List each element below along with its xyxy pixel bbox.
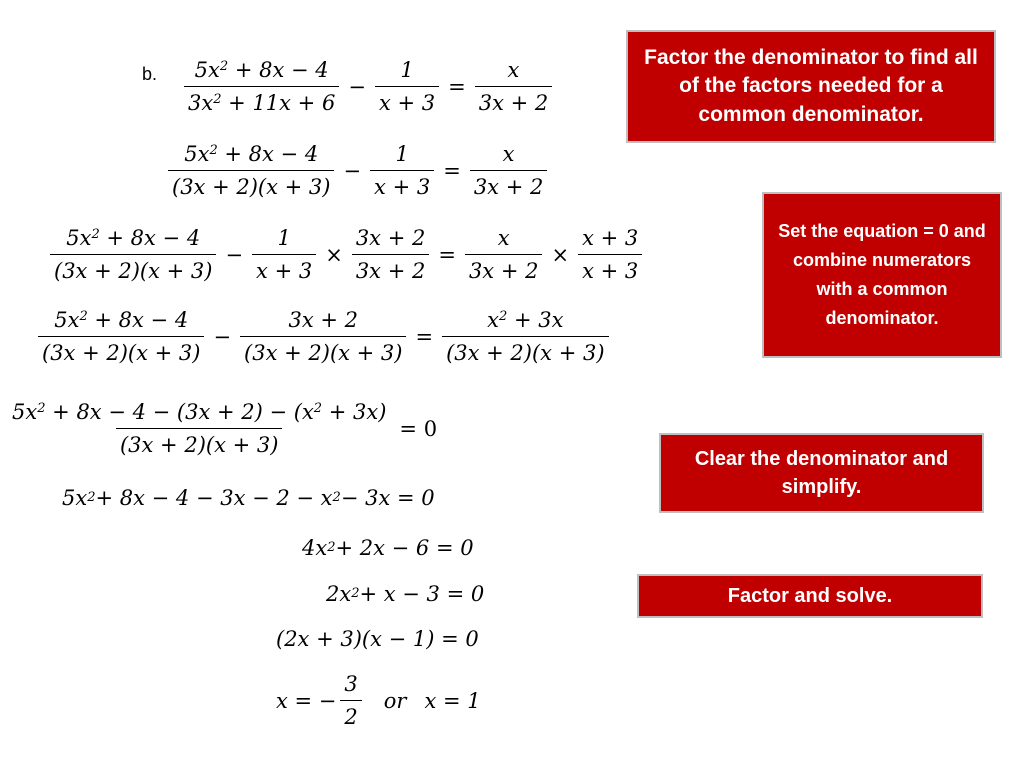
numerator: 3x + 2 [355,226,426,250]
equals-sign: = [443,158,461,183]
denominator: 3x + 2 [470,170,548,199]
fraction [50,226,216,283]
fraction [340,672,361,729]
minus-sign: − [213,324,232,349]
denominator: x + 3 [578,254,642,283]
fraction [578,226,642,283]
equation-step-6: 5x 2 + 8x − 4 − 3x − 2 − x 2 − 3x = 0 [62,486,435,510]
denominator: (3x + 2)(x + 3) [240,336,406,365]
numerator: $5x^2 + 8x - 4$ [194,58,329,82]
numerator: $5x^2 + 8x - 4 - (3x + 2) - (x^2 + 3x)$ [12,400,387,424]
minus-sign: − [343,158,362,183]
numerator: $5x^2 + 8x - 4$ [54,308,189,332]
equation-step-5 [4,400,442,457]
numerator: 1 [277,226,291,250]
denominator: (3x + 2)(x + 3) [442,336,608,365]
denominator: 3x + 2 [475,86,553,115]
numerator: $5x^2 + 8x - 4$ [184,142,319,166]
numerator: 3x + 2 [288,308,359,332]
numerator: $5x^2 + 8x - 4$ [66,226,201,250]
numerator: 3 [344,672,358,696]
equation-step-2 [164,142,551,199]
numerator: 1 [395,142,409,166]
minus-sign: − [225,242,244,267]
fraction [475,58,553,115]
fraction [465,226,543,283]
equation-step-1 [180,58,556,115]
fraction [168,142,334,199]
fraction [370,142,434,199]
denominator: (3x + 2)(x + 3) [50,254,216,283]
denominator: 3x + 2 [352,254,430,283]
numerator: $x^2 + 3x$ [487,308,564,332]
denominator: (3x + 2)(x + 3) [38,336,204,365]
equation-step-8: 2x 2 + x − 3 = 0 [326,582,485,606]
minus-sign: − [348,74,366,99]
equals-zero: = 0 [399,416,438,441]
fraction [442,308,608,365]
numerator: x [507,58,520,82]
fraction [470,142,548,199]
denominator: x + 3 [370,170,434,199]
equals-sign: = [415,324,434,349]
numerator: 1 [400,58,414,82]
denominator: (3x + 2)(x + 3) [168,170,334,199]
equation-step-7: 4x 2 + 2x − 6 = 0 [302,536,474,560]
equation-step-9: (2x + 3)(x − 1) = 0 [276,627,479,651]
equals-sign: = [438,242,456,267]
fraction [184,58,339,115]
callout-factor-denominator: Factor the denominator to find all of the factors needed for a common denominator. [626,30,996,143]
numerator: x [502,142,515,166]
fraction [375,58,439,115]
solution-rhs: x = 1 [424,688,481,713]
equation-step-4 [34,308,613,365]
fraction [352,226,430,283]
numerator: x + 3 [582,226,639,250]
or-connector: or [383,688,407,713]
callout-factor-solve: Factor and solve. [637,574,983,618]
denominator: $3x^2 + 11x + 6$ [184,86,339,115]
equation-step-10 [276,672,481,729]
times-sign: × [325,242,343,267]
equation-step-3 [46,226,646,283]
equals-sign: = [448,74,466,99]
numerator: x [497,226,510,250]
denominator: x + 3 [375,86,439,115]
fraction [38,308,204,365]
fraction [252,226,316,283]
fraction [8,400,390,457]
denominator: (3x + 2)(x + 3) [116,428,282,457]
denominator: x + 3 [252,254,316,283]
fraction [240,308,406,365]
callout-set-equation: Set the equation = 0 and combine numerators with a common denominator. [762,192,1002,358]
denominator: 2 [340,700,361,729]
times-sign: × [551,242,570,267]
part-label: b. [142,64,158,84]
denominator: 3x + 2 [465,254,543,283]
solution-lhs: x = − [276,688,337,713]
callout-clear-denominator: Clear the denominator and simplify. [659,433,984,513]
